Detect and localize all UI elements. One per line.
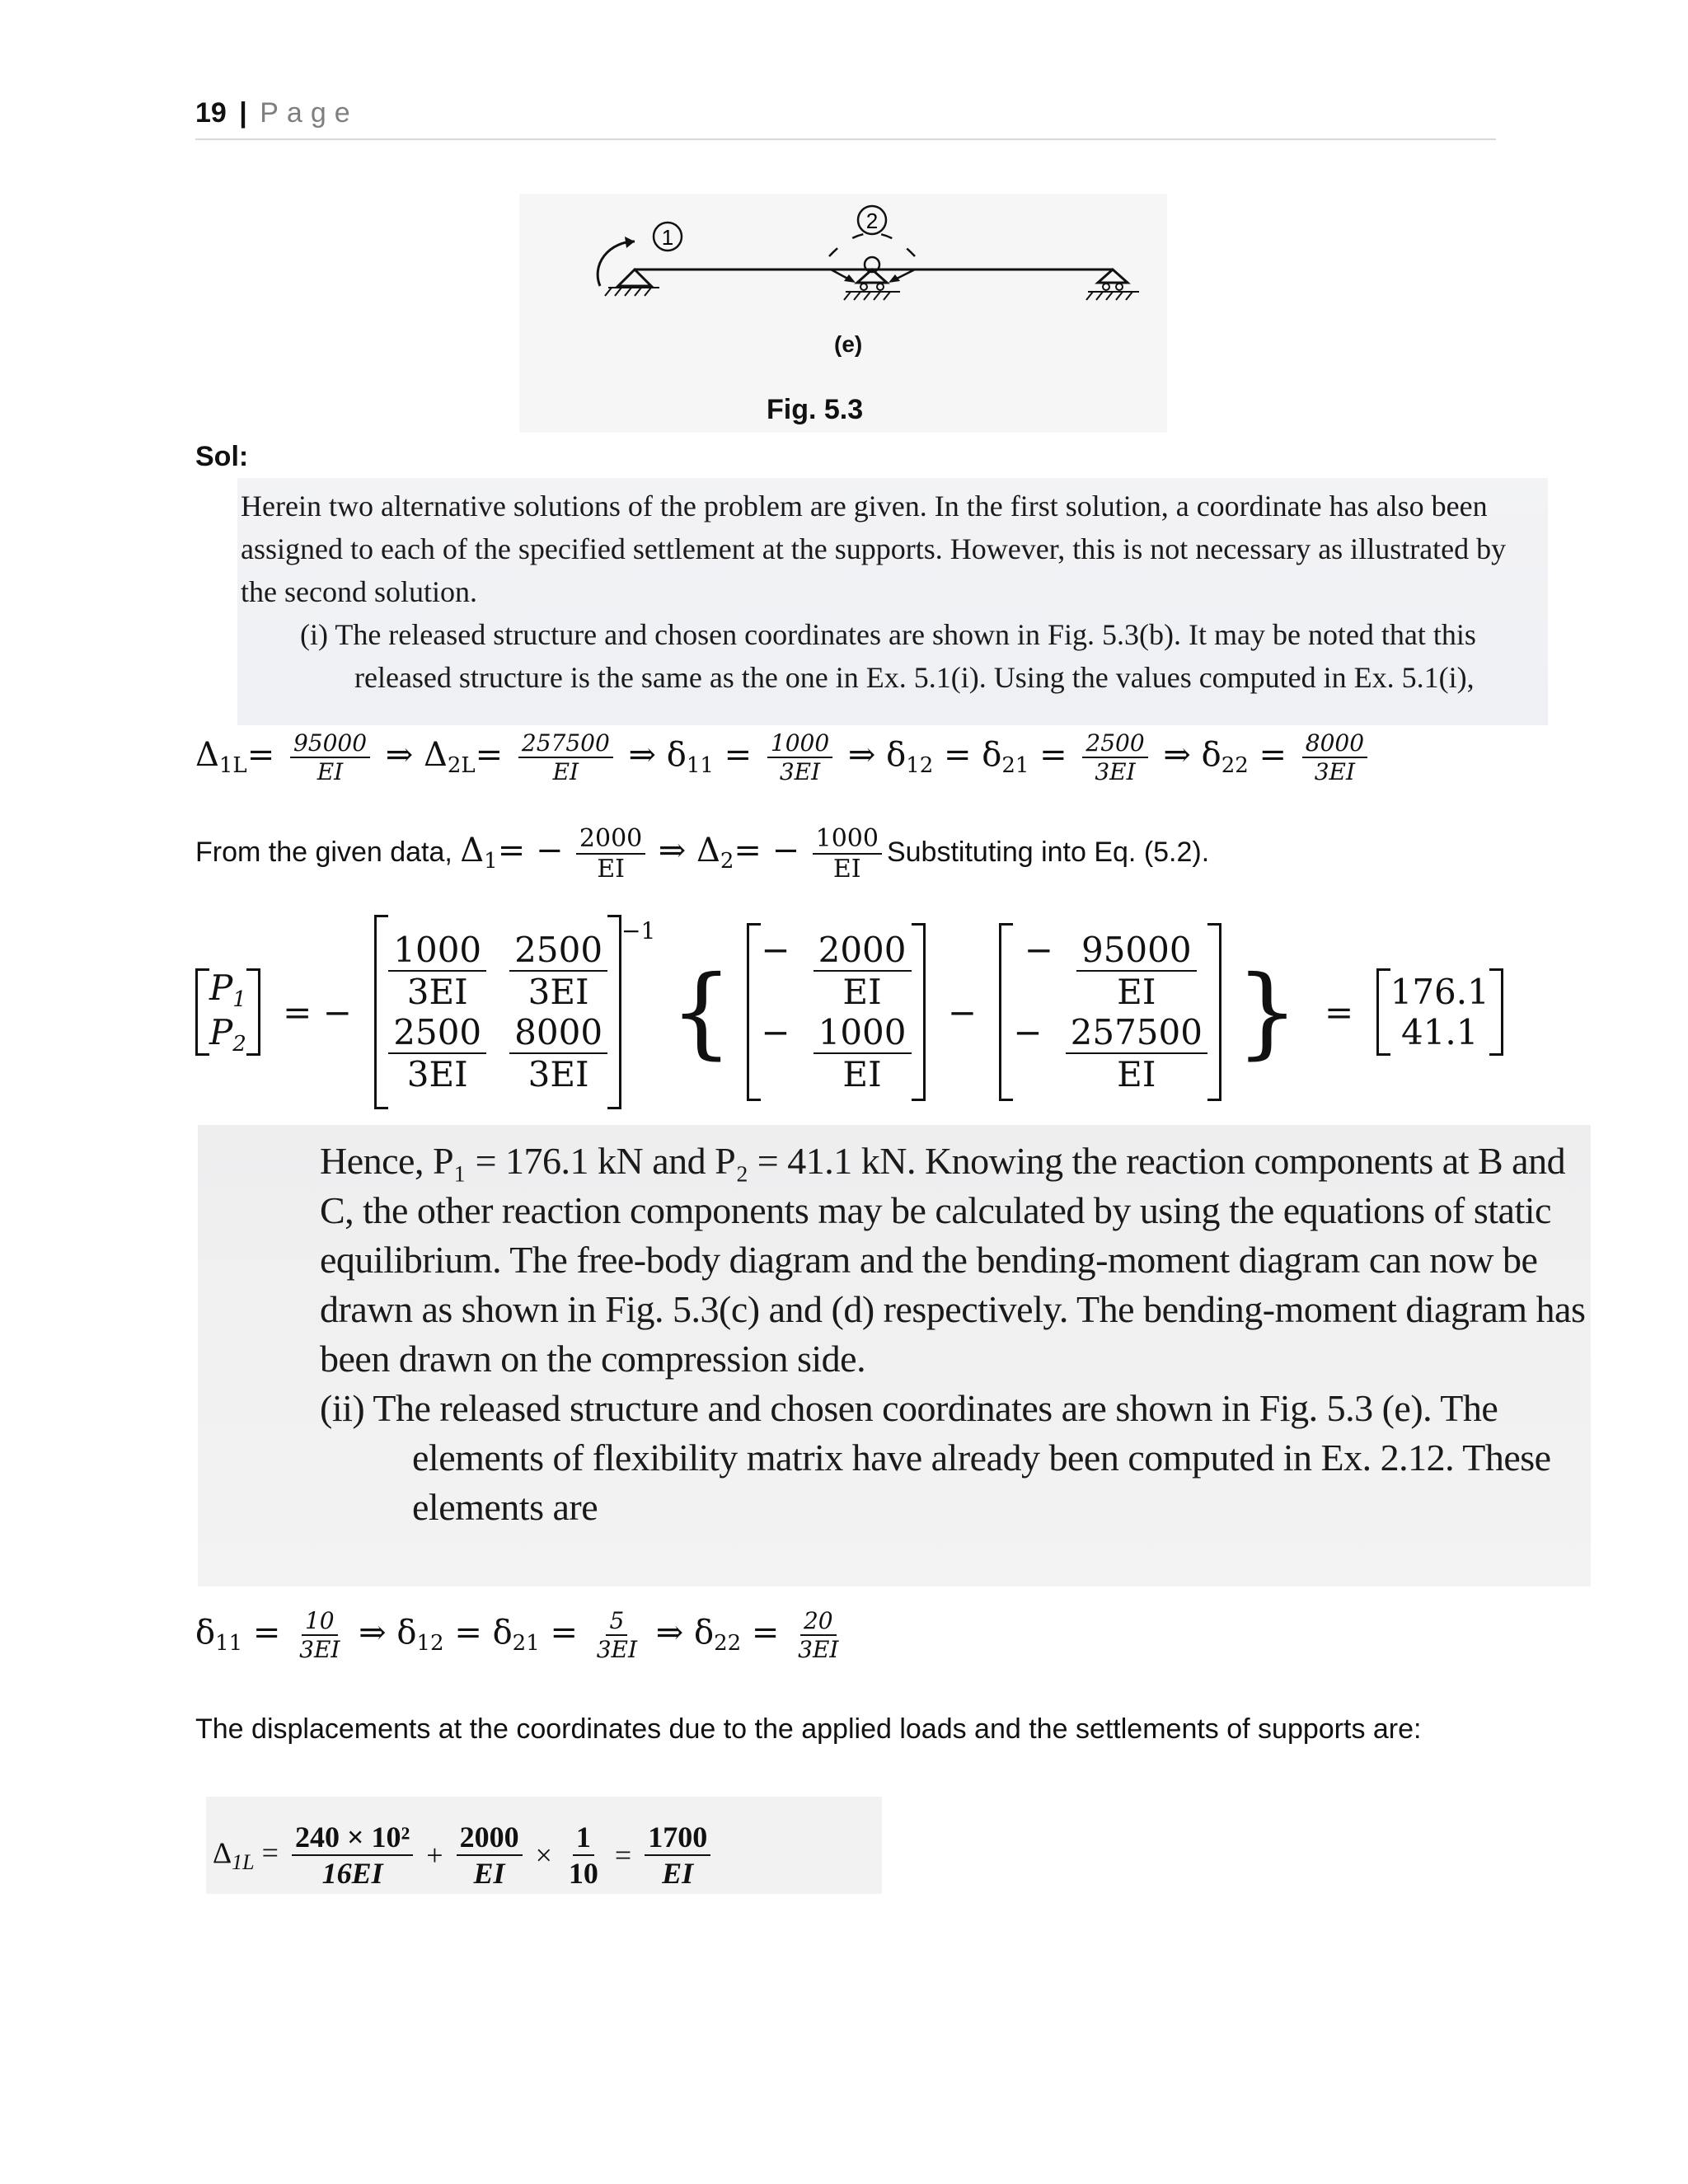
figure-caption: Fig. 5.3	[767, 394, 864, 425]
scanned-paragraph-2	[198, 1125, 1591, 1586]
equation-flexibility-2: $\delta_{11}$ = $\frac{10}{3EI}$ ⇒ $\delta_{12} = \delta_{21}$ = $\frac{5}{3EI}$ ⇒ $\delta_{22}$ = $\frac{20}{3EI}$	[195, 1607, 839, 1663]
sol-label: Sol:	[195, 441, 249, 472]
item-ii: (ii) The released structure and chosen coordinates are shown in Fig. 5.3 (e). The elements of flexibility matrix have already been computed in Ex. 2.12. These elements are	[320, 1387, 1551, 1528]
moment-arrow-1-head	[625, 237, 635, 248]
middle-hatching	[844, 292, 890, 300]
left-support	[618, 269, 651, 286]
header-separator: |	[239, 97, 247, 129]
hence-paragraph: Hence, P₁ = 176.1 kN and P₂ = 41.1 kN. Knowing the reaction components at B and C, the other reaction components may be calculated by using the equations of static equilibrium. The free-body diagram and the bending-moment diagram can now be drawn as shown in Fig. 5.3(c) and (d) respectively. The bending-moment diagram has been drawn on the compression side.	[320, 1140, 1586, 1380]
scanned-paragraph-1	[237, 478, 1548, 725]
right-hatching	[1086, 292, 1132, 300]
coord-2-arc	[829, 233, 915, 256]
left-hatching	[605, 288, 651, 296]
displacements-text: The displacements at the coordinates due to the applied loads and the settlements of supports are:	[195, 1713, 1422, 1745]
page-word: Page	[260, 97, 359, 129]
right-support	[1098, 269, 1128, 283]
item-i: (i) The released structure and chosen coordinates are shown in Fig. 5.3(b). It may be noted that this released structure is the same as the one in Ex. 5.1(i). Using the values computed in Ex. 5.1(i),	[300, 618, 1476, 694]
roller-left	[860, 284, 867, 290]
roller-right	[877, 284, 884, 290]
page-number: 19	[195, 97, 227, 129]
intro-paragraph: Herein two alternative solutions of the problem are given. In the first solution, a coordinate has also been assigned to each of the specified settlement at the supports. However, this is not necessary as illustrated by the second solution.	[241, 490, 1507, 608]
equation-given-data: From the given data, $\Delta_1=$ − $\frac{2000}{EI}$ ⇒ $\Delta_2=$ − $\frac{1000}{EI}$ Substituting into Eq. (5.2).	[195, 824, 1210, 883]
page-header	[195, 97, 1496, 140]
matrix-equation: $P_1$ $P_2$ = − 1000 3EI 2500 3EI 2500 3EI 8000 3EI $^{-1}$ { − $\frac{2000}{EI}$ − $\frac{1000}{EI}$ − − $\frac{95000}{EI}$ − $\frac{257500}{EI}$ } = 176.1 41.1	[195, 915, 1503, 1121]
scanned-equation: $\Delta_{1L}$ = $\frac{\text{240 × 10²}}{16EI}$ + $\frac{2000}{EI}$ × $\frac{1}{10}$ = $\frac{1700}{EI}$	[206, 1797, 882, 1894]
coord-2-label: 2	[865, 209, 879, 233]
moment-arrow-1	[598, 241, 635, 286]
equation-flexibility-1: $\Delta_{1L}=$ $\frac{95000}{EI}$ ⇒ $\Delta_{2L}=$ $\frac{257500}{EI}$ ⇒ $\delta_{11}$ = $\frac{1000}{3EI}$ ⇒ $\delta_{12} = \delta_{21}$ = $\frac{2500}{3EI}$ ⇒ $\delta_{22}$ = $\frac{8000}{3EI}$	[195, 729, 1372, 785]
coord-1-label: 1	[661, 225, 674, 250]
subfigure-label: (e)	[834, 331, 863, 357]
